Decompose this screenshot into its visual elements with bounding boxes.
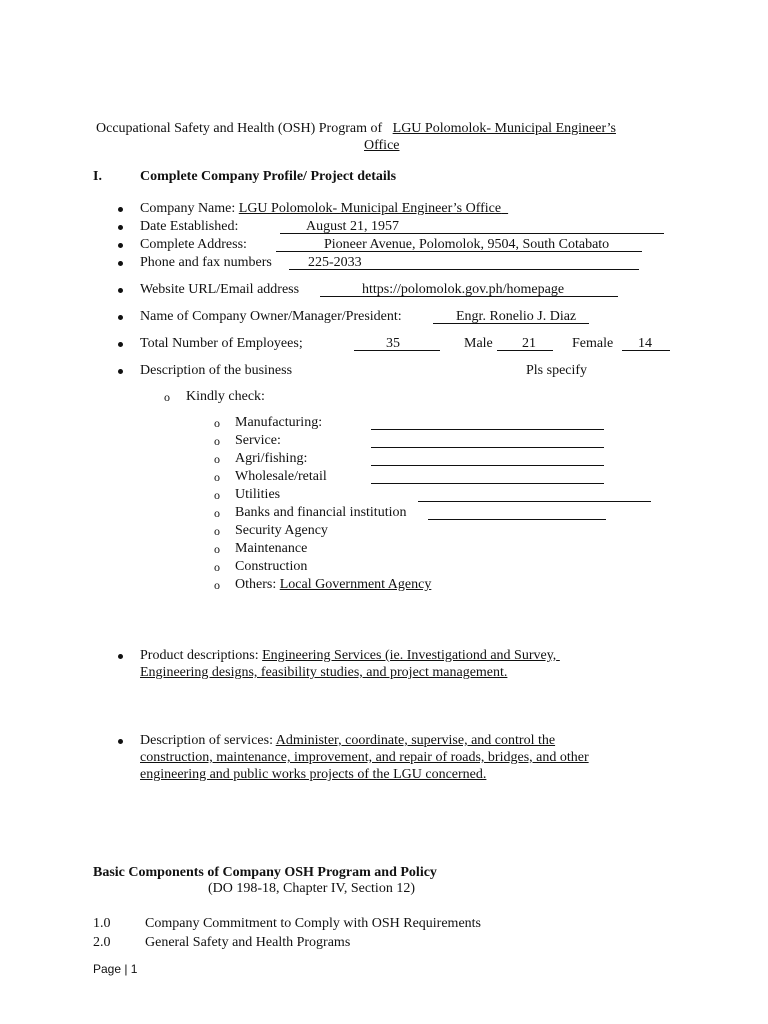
product-line1: Engineering Services (ie. Investigationd and Survey, [262,648,557,663]
address-label: Complete Address: [140,237,247,252]
business-label: Description of the business [140,363,293,378]
list-marker: o [164,390,170,404]
business-type-blank [428,519,606,520]
phone-label: Phone and fax numbers [140,255,272,270]
specify-label: Pls specify [526,363,588,378]
list-marker: o [214,506,220,520]
component-number: 2.0 [93,935,111,950]
others-label: Others: [235,577,277,592]
male-value: 21 [522,336,536,351]
date-label: Date Established: [140,219,239,234]
date-value: August 21, 1957 [306,219,399,234]
services-line3: engineering and public works projects of the LGU concerned. [140,767,487,782]
product-row [140,647,560,665]
component-number: 1.0 [93,916,111,931]
bullet [118,342,123,347]
business-type-blank [371,447,604,448]
phone-value: 225-2033 [308,255,362,270]
bullet [118,369,123,374]
male-label: Male [464,336,493,351]
address-value: Pioneer Avenue, Polomolok, 9504, South Cotabato [324,237,610,252]
business-type-blank [371,465,604,466]
product-label: Product descriptions: [140,648,259,663]
business-type-item: Agri/fishing: [235,451,308,466]
bullet [118,739,123,744]
document-title [96,120,616,138]
bullet [118,261,123,266]
female-value: 14 [638,336,652,351]
business-type-blank [371,429,604,430]
list-marker: o [214,416,220,430]
services-row [140,732,555,750]
components-heading: Basic Components of Company OSH Program and Policy [93,865,437,880]
component-text: Company Commitment to Comply with OSH Requirements [145,916,481,931]
bullet [118,207,123,212]
others-row [235,576,431,594]
business-type-item: Construction [235,559,308,574]
list-marker: o [214,488,220,502]
components-reference: (DO 198-18, Chapter IV, Section 12) [208,881,415,896]
business-type-item: Maintenance [235,541,308,556]
list-marker: o [214,542,220,556]
product-line2: Engineering designs, feasibility studies, and project management. [140,665,508,680]
business-type-item: Wholesale/retail [235,469,327,484]
company-name-label: Company Name: [140,201,236,216]
business-type-item: Utilities [235,487,281,502]
services-line2: construction, maintenance, improvement, and repair of roads, bridges, and other [140,750,589,765]
list-marker: o [214,560,220,574]
employees-value: 35 [386,336,400,351]
kindly-check-label: Kindly check: [186,389,265,404]
bullet [118,288,123,293]
bullet [118,243,123,248]
services-line1: Administer, coordinate, supervise, and control the [275,733,556,748]
owner-value: Engr. Ronelio J. Diaz [456,309,577,324]
title-org-line2: Office [364,138,400,153]
page-number: Page | 1 [93,962,138,976]
bullet [118,654,123,659]
business-type-item: Banks and financial institution [235,505,407,520]
list-marker: o [214,524,220,538]
company-name-value: LGU Polomolok- Municipal Engineer’s Office [238,201,502,216]
owner-label: Name of Company Owner/Manager/President: [140,309,402,324]
business-type-blank [418,501,651,502]
list-marker: o [214,470,220,484]
business-type-blank [371,483,604,484]
bullet [118,315,123,320]
business-type-item: Security Agency [235,523,328,538]
employees-label: Total Number of Employees; [140,336,303,351]
business-type-item: Manufacturing: [235,415,323,430]
company-name-row [140,200,508,218]
title-org: LGU Polomolok- Municipal Engineer’s [392,121,616,136]
list-marker: o [214,578,220,592]
business-type-item: Service: [235,433,281,448]
services-label: Description of services: [140,733,273,748]
bullet [118,225,123,230]
female-label: Female [572,336,614,351]
website-label: Website URL/Email address [140,282,300,297]
others-value: Local Government Agency [279,577,432,592]
component-text: General Safety and Health Programs [145,935,351,950]
list-marker: o [214,434,220,448]
section-heading: Complete Company Profile/ Project details [140,169,397,184]
website-value: https://polomolok.gov.ph/homepage [362,282,565,297]
title-prefix: Occupational Safety and Health (OSH) Program of [96,121,383,136]
section-number: I. [93,169,102,184]
list-marker: o [214,452,220,466]
